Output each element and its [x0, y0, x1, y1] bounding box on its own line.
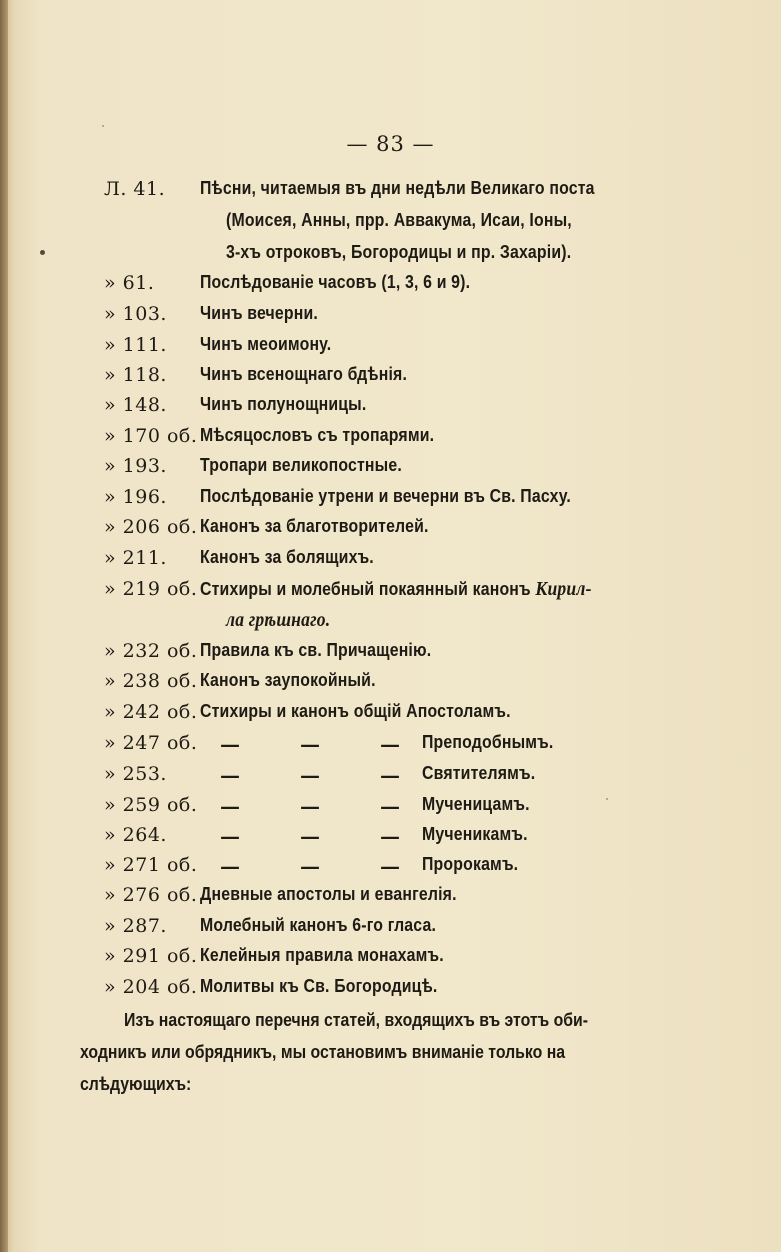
list-item — [0, 824, 781, 856]
list-item — [0, 394, 781, 426]
ditto-dash: — — [220, 824, 240, 848]
list-item — [0, 640, 781, 672]
folio-ref: » 242 об. — [104, 701, 198, 723]
entry-title-continued — [226, 609, 330, 632]
entry-title: Канонъ заупокойный. — [200, 670, 376, 690]
list-item — [0, 854, 781, 886]
list-item — [0, 670, 781, 702]
entry-title: Пѣсни, читаемыя въ дни недѣли Великаго поста — [200, 178, 595, 198]
entry-title: Послѣдованіе утрени и вечерни въ Св. Пасху. — [200, 486, 571, 506]
list-item — [0, 303, 781, 335]
list-item — [0, 578, 781, 610]
entry-title-italic: ла грѣшнаго. — [226, 609, 331, 631]
paragraph-line: слѣдующихъ: — [80, 1074, 192, 1094]
entry-title: Келейныя правила монахамъ. — [200, 945, 444, 965]
ditto-dash: — — [300, 732, 320, 756]
folio-ref: » 148. — [104, 394, 167, 416]
folio-ref: » 276 об. — [104, 884, 198, 906]
list-item — [0, 486, 781, 518]
entry-title: Мученицамъ. — [422, 794, 530, 814]
list-item — [0, 976, 781, 1008]
folio-ref: Л. 41. — [104, 178, 166, 200]
ink-speck — [606, 798, 608, 800]
folio-ref: » 111. — [104, 334, 167, 356]
folio-ref: » 206 об. — [104, 516, 198, 538]
ditto-dash: — — [300, 824, 320, 848]
list-item — [0, 272, 781, 304]
entry-title — [200, 578, 592, 601]
ditto-dash: — — [380, 732, 400, 756]
folio-ref: » 196. — [104, 486, 167, 508]
entry-title: Святителямъ. — [422, 763, 536, 783]
entry-title: Канонъ за благотворителей. — [200, 516, 429, 536]
ditto-dash: — — [300, 854, 320, 878]
entry-title: Чинъ всенощнаго бдѣнія. — [200, 364, 408, 384]
entry-title: Послѣдованіе часовъ (1, 3, 6 и 9). — [200, 272, 471, 292]
list-item — [0, 794, 781, 826]
list-item — [0, 455, 781, 487]
ditto-dash: — — [380, 794, 400, 818]
folio-ref: » 238 об. — [104, 670, 198, 692]
ditto-dash: — — [220, 732, 240, 756]
entry-title: Мѣсяцословъ съ тропарями. — [200, 425, 435, 445]
entry-title: Дневные апостолы и евангелія. — [200, 884, 457, 904]
list-item — [0, 701, 781, 733]
entry-title-continued: (Моисея, Анны, прр. Аввакума, Исаи, Іоны, — [226, 210, 572, 230]
list-item — [0, 516, 781, 548]
folio-ref: » 61. — [104, 272, 155, 294]
folio-ref: » 232 об. — [104, 640, 198, 662]
folio-ref: » 247 об. — [104, 732, 198, 754]
folio-ref: » 118. — [104, 364, 167, 386]
folio-ref: » 219 об. — [104, 578, 198, 600]
entry-title: Мученикамъ. — [422, 824, 528, 844]
list-item — [0, 425, 781, 457]
list-item — [0, 763, 781, 795]
entry-title: Пророкамъ. — [422, 854, 519, 874]
folio-ref: » 287. — [104, 915, 167, 937]
entry-title: Тропари великопостные. — [200, 455, 402, 475]
ditto-dash: — — [220, 763, 240, 787]
entry-title-continued: 3-хъ отроковъ, Богородицы и пр. Захаріи). — [226, 242, 572, 262]
list-item — [0, 334, 781, 366]
folio-ref: » 103. — [104, 303, 167, 325]
folio-ref: » 193. — [104, 455, 167, 477]
entry-title: Стихиры и канонъ общій Апостоламъ. — [200, 701, 511, 721]
ditto-dash: — — [220, 794, 240, 818]
entry-title: Канонъ за болящихъ. — [200, 547, 374, 567]
entry-title: Правила къ св. Причащенію. — [200, 640, 432, 660]
folio-ref: » 204 об. — [104, 976, 198, 998]
paragraph-line: ходникъ или обрядникъ, мы остановимъ вниманіе только на — [80, 1042, 566, 1062]
list-item — [0, 732, 781, 764]
folio-ref: » 259 об. — [104, 794, 198, 816]
page-number: — 83 — — [346, 132, 435, 156]
ditto-dash: — — [300, 763, 320, 787]
ditto-dash: — — [300, 794, 320, 818]
ink-speck — [40, 250, 45, 255]
folio-ref: » 264. — [104, 824, 167, 846]
entry-title: Преподобнымъ. — [422, 732, 554, 752]
ditto-dash: — — [380, 824, 400, 848]
entry-title-text: Стихиры и молебный покаянный канонъ — [200, 579, 531, 599]
list-item — [0, 915, 781, 947]
paragraph-line: Изъ настоящаго перечня статей, входящихъ въ этотъ оби- — [124, 1010, 589, 1030]
list-item-continuation — [0, 210, 781, 242]
folio-ref: » 271 об. — [104, 854, 198, 876]
entry-title: Чинъ меоимону. — [200, 334, 332, 354]
list-item-continuation — [0, 242, 781, 274]
folio-ref: » 211. — [104, 547, 167, 569]
folio-ref: » 291 об. — [104, 945, 198, 967]
folio-ref: » 253. — [104, 763, 167, 785]
ink-speck — [102, 125, 104, 127]
ditto-dash: — — [220, 854, 240, 878]
entry-title: Чинъ полунощницы. — [200, 394, 367, 414]
entry-title: Чинъ вечерни. — [200, 303, 319, 323]
list-item — [0, 547, 781, 579]
folio-ref: » 170 об. — [104, 425, 198, 447]
entry-title: Молебный канонъ 6-го гласа. — [200, 915, 437, 935]
list-item — [0, 884, 781, 916]
list-item-continuation — [0, 609, 781, 641]
list-item — [0, 178, 781, 210]
ditto-dash: — — [380, 763, 400, 787]
entry-title: Молитвы къ Св. Богородицѣ. — [200, 976, 438, 996]
list-item — [0, 945, 781, 977]
list-item — [0, 364, 781, 396]
entry-title-italic: Кирил- — [535, 578, 592, 600]
ditto-dash: — — [380, 854, 400, 878]
